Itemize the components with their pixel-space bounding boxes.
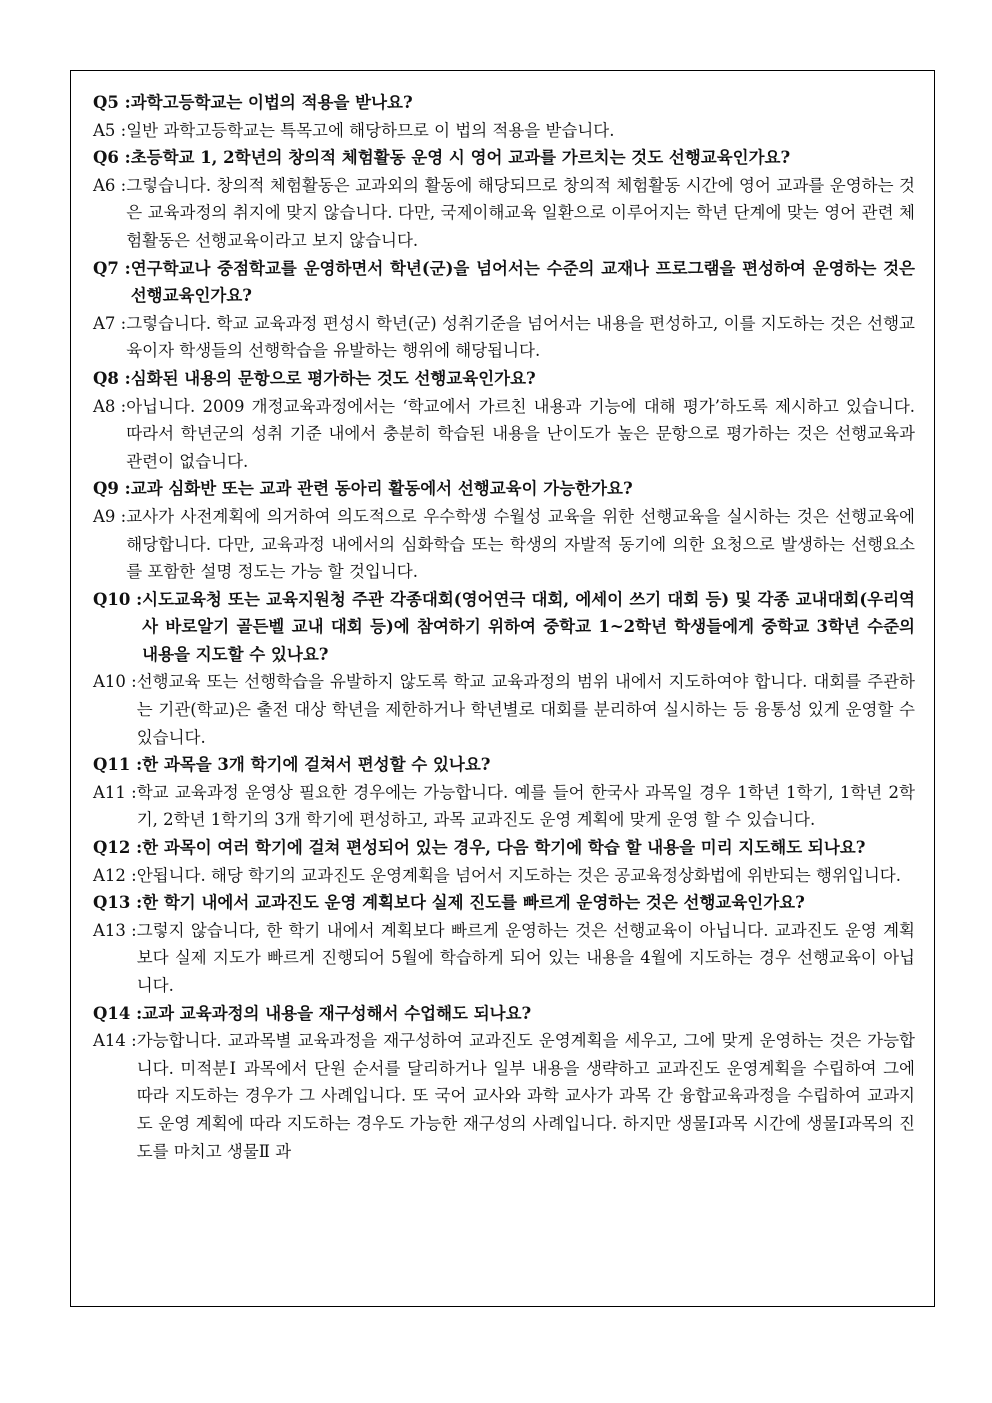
question-q11 <box>93 751 915 779</box>
answer-label: A9 : <box>93 506 127 526</box>
question-q14 <box>93 1000 915 1028</box>
question-text: 한 과목을 3개 학기에 걸쳐서 편성할 수 있나요? <box>142 755 491 775</box>
question-text: 과학고등학교는 이법의 적용을 받나요? <box>130 93 413 112</box>
question-text: 연구학교나 중점학교를 운영하면서 학년(군)을 넘어서는 수준의 교재나 프로그램을 편성하여 운영하는 것은 선행교육인가요? <box>130 258 915 306</box>
answer-text: 가능합니다. 교과목별 교육과정을 재구성하여 교과진도 운영계획을 세우고, 그에 맞게 운영하는 것은 가능합니다. 미적분Ⅰ 과목에서 단원 순서를 달리하거나 일부 내용을 생략하고 교과진도 운영계획을 수립하여 그에 따라 지도하는 경우가 그 사례입니다. 또 국어 교사와 과학 교사가 과목 간 융합교육과정을 수립하여 교과지도 운영 계획에 따라 지도하는 경우도 가능한 재구성의 사례입니다. 하지만 생물Ⅰ과목 시간에 생물Ⅰ과목의 진도를 마치고 생물Ⅱ 과 <box>136 1031 915 1161</box>
question-label: Q12 : <box>93 838 143 858</box>
question-text: 심화된 내용의 문항으로 평가하는 것도 선행교육인가요? <box>130 368 536 388</box>
question-q13 <box>93 889 915 917</box>
question-q7 <box>93 255 915 310</box>
answer-text: 안됩니다. 해당 학기의 교과진도 운영계획을 넘어서 지도하는 것은 공교육정상화법에 위반되는 행위입니다. <box>136 865 901 885</box>
question-q9 <box>93 475 915 503</box>
answer-label: A5 : <box>93 120 127 140</box>
answer-a11 <box>93 779 915 834</box>
answer-a5 <box>93 117 915 145</box>
qa-list <box>93 89 915 1165</box>
answer-a9 <box>93 503 915 586</box>
answer-text: 그렇지 않습니다, 한 학기 내에서 계획보다 빠르게 운영하는 것은 선행교육이 아닙니다. 교과진도 운영 계획보다 실제 지도가 빠르게 진행되어 5월에 학습하게 되어 있는 내용을 4월에 지도하는 경우 선행교육이 아닙니다. <box>136 920 915 995</box>
question-q12 <box>93 834 915 862</box>
question-label: Q8 : <box>93 368 131 388</box>
answer-label: A7 : <box>93 313 127 333</box>
answer-a8 <box>93 393 915 476</box>
answer-label: A6 : <box>93 175 127 195</box>
answer-label: A13 : <box>93 920 137 940</box>
answer-text: 교사가 사전계획에 의거하여 의도적으로 우수학생 수월성 교육을 위한 선행교육을 실시하는 것은 선행교육에 해당합니다. 다만, 교육과정 내에서의 심화학습 또는 학생의 자발적 동기에 의한 요청으로 발생하는 선행요소를 포함한 설명 정도는 가능 할 것입니다. <box>126 506 915 582</box>
answer-label: A12 : <box>93 865 137 885</box>
answer-a12 <box>93 862 915 890</box>
answer-text: 그렇습니다. 창의적 체험활동은 교과외의 활동에 해당되므로 창의적 체험활동 시간에 영어 교과를 운영하는 것은 교육과정의 취지에 맞지 않습니다. 다만, 국제이해교육 일환으로 이루어지는 학년 단계에 맞는 영어 관련 체험활동은 선행교육이라고 보지 않습니다. <box>126 175 915 250</box>
answer-a13 <box>93 917 915 1000</box>
answer-text: 아닙니다. 2009 개정교육과정에서는 ‘학교에서 가르친 내용과 기능에 대해 평가’하도록 제시하고 있습니다. 따라서 학년군의 성취 기준 내에서 충분히 학습된 내용을 난이도가 높은 문항으로 평가하는 것은 선행교육과 관련이 없습니다. <box>126 396 915 471</box>
question-text: 시도교육청 또는 교육지원청 주관 각종대회(영어연극 대회, 에세이 쓰기 대회 등) 및 각종 교내대회(우리역사 바로알기 골든벨 교내 대회 등)에 참여하기 위하여 중학교 1~2학년 학생들에게 중학교 3학년 수준의 내용을 지도할 수 있나요? <box>142 589 915 664</box>
question-q6 <box>93 144 915 172</box>
question-text: 한 과목이 여러 학기에 걸쳐 편성되어 있는 경우, 다음 학기에 학습 할 내용을 미리 지도해도 되나요? <box>142 838 866 858</box>
answer-text: 선행교육 또는 선행학습을 유발하지 않도록 학교 교육과정의 범위 내에서 지도하여야 합니다. 대회를 주관하는 기관(학교)은 출전 대상 학년을 제한하거나 학년별로 대회를 분리하여 실시하는 등 융통성 있게 운영할 수 있습니다. <box>136 672 915 747</box>
question-text: 교과 교육과정의 내용을 재구성해서 수업해도 되나요? <box>142 1003 532 1023</box>
question-label: Q14 : <box>93 1003 143 1023</box>
answer-text: 일반 과학고등학교는 특목고에 해당하므로 이 법의 적용을 받습니다. <box>126 120 615 140</box>
answer-label: A14 : <box>93 1031 137 1051</box>
question-label: Q7 : <box>93 258 131 278</box>
question-label: Q9 : <box>93 479 131 499</box>
question-text: 초등학교 1, 2학년의 창의적 체험활동 운영 시 영어 교과를 가르치는 것도 선행교육인가요? <box>130 148 791 168</box>
answer-text: 그렇습니다. 학교 교육과정 편성시 학년(군) 성취기준을 넘어서는 내용을 편성하고, 이를 지도하는 것은 선행교육이자 학생들의 선행학습을 유발하는 행위에 해당됩니다. <box>126 313 915 361</box>
question-q8 <box>93 365 915 393</box>
question-text: 교과 심화반 또는 교과 관련 동아리 활동에서 선행교육이 가능한가요? <box>130 479 633 499</box>
page-frame <box>70 70 935 1307</box>
answer-a6 <box>93 172 915 255</box>
answer-a7 <box>93 310 915 365</box>
answer-label: A10 : <box>93 672 137 692</box>
answer-a14 <box>93 1027 915 1165</box>
answer-label: A11 : <box>93 782 137 802</box>
question-label: Q10 : <box>93 589 143 609</box>
answer-label: A8 : <box>93 396 127 416</box>
question-q5 <box>93 89 915 117</box>
question-label: Q13 : <box>93 893 143 913</box>
question-label: Q6 : <box>93 148 131 168</box>
question-q10 <box>93 586 915 669</box>
question-label: Q11 : <box>93 755 143 775</box>
question-text: 한 학기 내에서 교과진도 운영 계획보다 실제 진도를 빠르게 운영하는 것은 선행교육인가요? <box>142 893 805 913</box>
answer-text: 학교 교육과정 운영상 필요한 경우에는 가능합니다. 예를 들어 한국사 과목일 경우 1학년 1학기, 1학년 2학기, 2학년 1학기의 3개 학기에 편성하고, 과목 교과진도 운영 계획에 맞게 운영 할 수 있습니다. <box>136 782 915 830</box>
question-label: Q5 : <box>93 93 131 112</box>
answer-a10 <box>93 668 915 751</box>
